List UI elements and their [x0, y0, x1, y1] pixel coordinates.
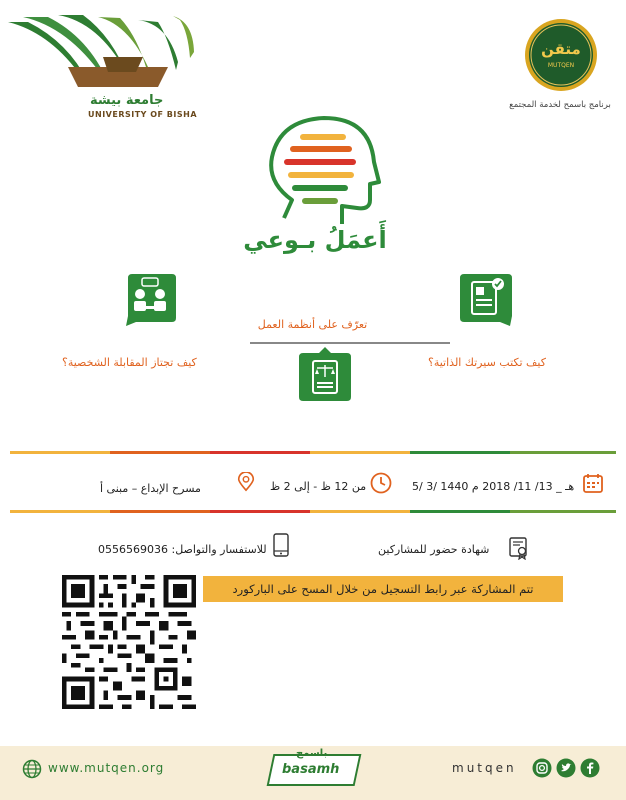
- resume-caption: كيف تكتب سيرتك الذاتية؟: [428, 356, 546, 369]
- interview-caption: كيف تجتاز المقابلة الشخصية؟: [62, 356, 197, 369]
- event-date: 5/ 3/ 1440 هـ _ 13/ 11/ 2018 م: [412, 480, 575, 493]
- feature-divider: [250, 342, 450, 344]
- social-handle: mutqen: [452, 761, 517, 775]
- certificate-icon: [508, 536, 530, 560]
- registration-qr-code[interactable]: [62, 575, 196, 709]
- location-pin-icon: [236, 472, 256, 492]
- mutqen-seal-sub: MUTQEN: [547, 62, 575, 69]
- work-systems-caption: تعرّف على أنظمة العمل: [257, 318, 368, 331]
- facebook-icon[interactable]: [580, 758, 600, 778]
- globe-icon: [22, 759, 42, 779]
- university-name-en: UNIVERSITY OF BISHA: [88, 110, 198, 119]
- mutqen-subtitle: برنامج باسمح لخدمة المجتمع: [509, 100, 611, 110]
- basamh-logo-text: basamh: [282, 762, 340, 777]
- university-name-ar: جامعة بيشة: [90, 93, 164, 108]
- contact-text: للاستفسار والتواصل: 0556569036: [98, 543, 267, 556]
- head-profile-icon: [262, 112, 382, 230]
- clock-icon: [370, 472, 392, 494]
- basamh-logo-ar: باسمح: [296, 748, 328, 759]
- event-time: من 12 ظ - إلى 2 ظ: [270, 480, 367, 493]
- mobile-phone-icon: [273, 533, 289, 557]
- twitter-icon[interactable]: [556, 758, 576, 778]
- calendar-icon: [583, 473, 603, 493]
- certificate-text: شهادة حضور للمشاركين: [378, 543, 490, 556]
- event-location: مسرح الإبداع – مبنى أ: [100, 482, 201, 495]
- website-link[interactable]: www.mutqen.org: [48, 761, 165, 775]
- resume-icon: [458, 270, 514, 326]
- color-divider-bottom: [10, 510, 616, 513]
- mutqen-seal-text: متقن: [541, 40, 581, 58]
- instagram-icon[interactable]: [532, 758, 552, 778]
- color-divider-top: [10, 451, 616, 454]
- labor-law-book-icon: [297, 347, 353, 403]
- registration-banner: تتم المشاركة عبر رابط التسجيل من خلال المسح على الباركورد: [203, 576, 563, 602]
- interview-icon: [122, 270, 178, 326]
- event-title: أَعمَلُ بـوعي: [243, 226, 387, 254]
